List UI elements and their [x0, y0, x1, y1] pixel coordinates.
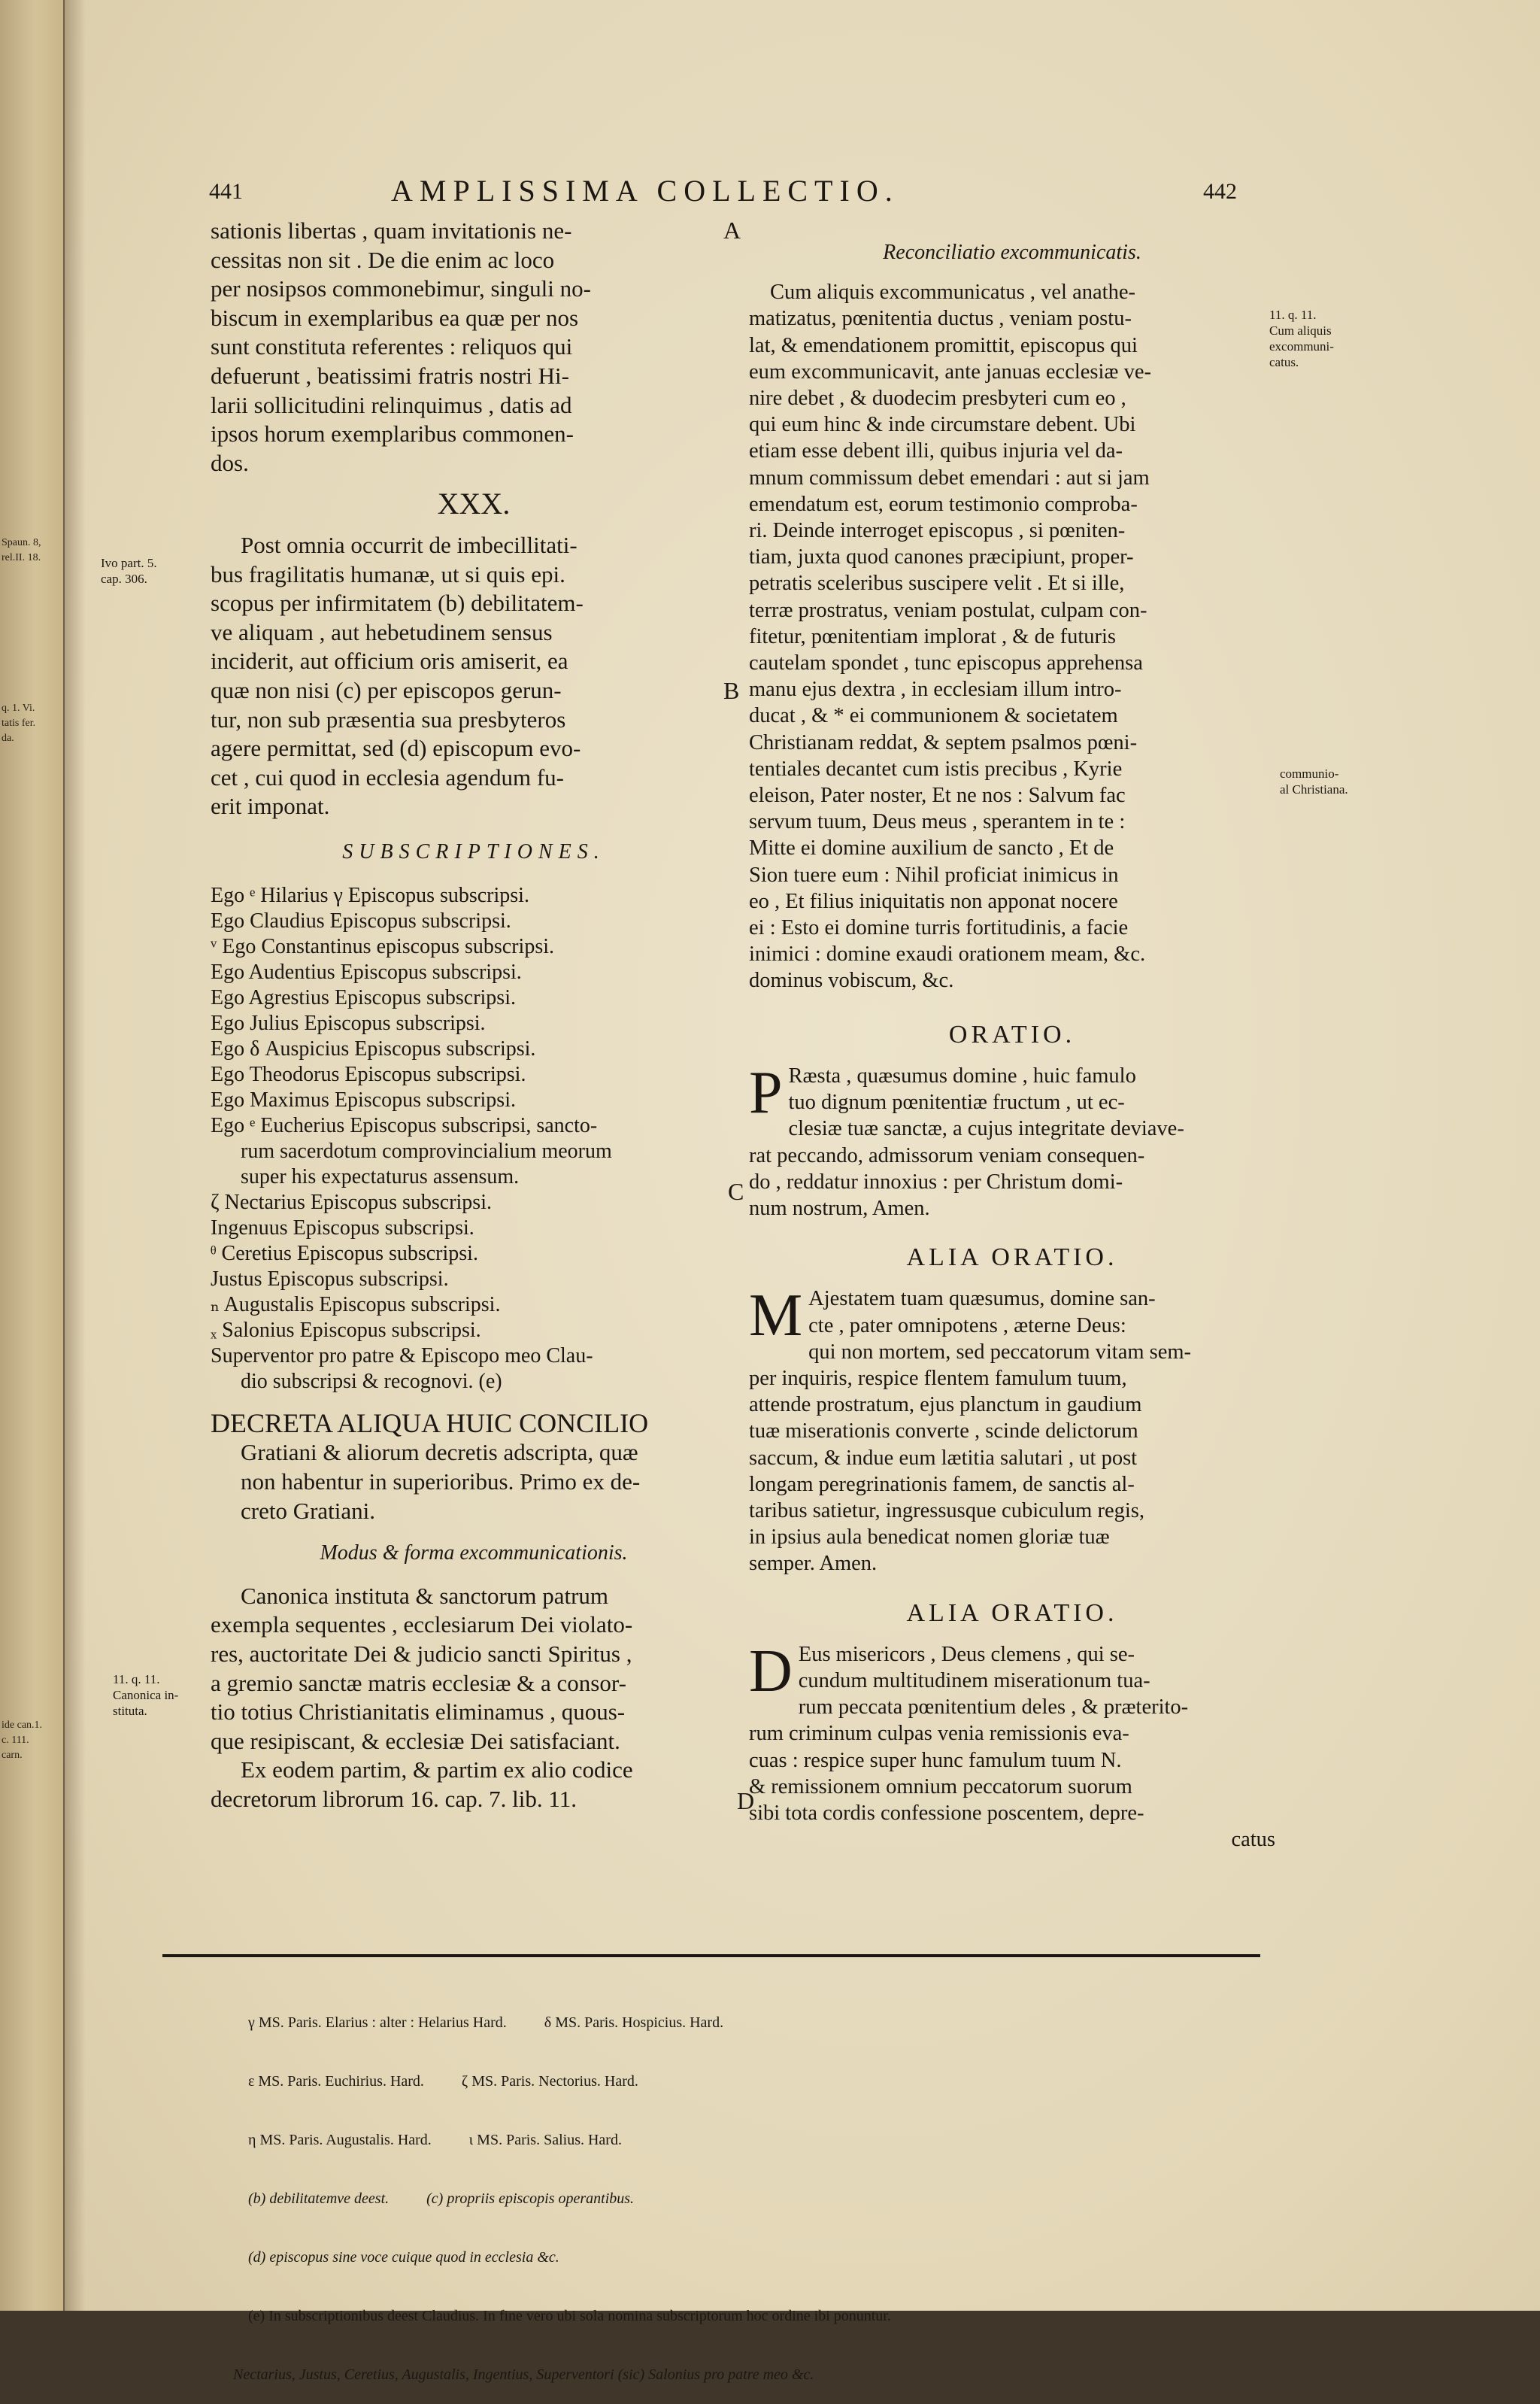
text-line: biscum in exemplaribus ea quæ per nos: [211, 304, 579, 331]
subscription-line: super his expectaturus assensum.: [241, 1165, 520, 1189]
modus-heading: Modus & forma excommunicationis.: [320, 1541, 628, 1565]
text-line: non habentur in superioribus. Primo ex de-: [241, 1468, 641, 1495]
text-line: clesiæ tuæ sanctæ, a cujus integritate deviave-: [788, 1117, 1184, 1141]
text-line: Canonica instituta & sanctorum patrum: [241, 1582, 609, 1609]
drop-cap: P: [749, 1059, 783, 1126]
text-line: num nostrum, Amen.: [749, 1196, 930, 1220]
decreta-title: DECRETA ALIQUA HUIC CONCILIO: [211, 1408, 649, 1439]
text-line: saccum, & indue eum lætitia salutari , ut post: [749, 1446, 1138, 1470]
subscription-line: Ego Agrestius Episcopus subscripsi.: [211, 986, 516, 1010]
text-line: emendatum est, eorum testimonio comproba-: [749, 492, 1138, 516]
text-line: do , reddatur innoxius : per Christum domi-: [749, 1170, 1123, 1194]
text-line: eum excommunicavit, ante januas ecclesiæ ve-: [749, 360, 1151, 384]
text-line: creto Gratiani.: [241, 1497, 376, 1524]
text-line: erit imponat.: [211, 793, 330, 820]
text-line: catus: [1231, 1828, 1275, 1852]
subscription-line: Superventor pro patre & Episcopo meo Clau-: [211, 1344, 593, 1368]
text-line: tiam, juxta quod canones præcipiunt, proper-: [749, 545, 1134, 569]
footnote-line: ε MS. Paris. Euchirius. Hard. ζ MS. Paris. Nectorius. Hard.: [248, 2073, 638, 2090]
text-line: tio totius Christianitatis eliminamus , quous-: [211, 1698, 626, 1726]
footnote-line: η MS. Paris. Augustalis. Hard. ι MS. Paris. Salius. Hard.: [248, 2132, 622, 2148]
text-line: etiam esse debent illi, quibus injuria vel da-: [749, 439, 1123, 463]
alia-oratio-heading: ALIA ORATIO.: [906, 1598, 1118, 1627]
right-margin-note: communio- al Christiana.: [1280, 766, 1348, 797]
text-line: defuerunt , beatissimi fratris nostri Hi-: [211, 362, 569, 389]
text-line: mnum commissum debet emendari : aut si jam: [749, 466, 1150, 490]
subscription-line: ₓ Salonius Episcopus subscripsi.: [211, 1319, 481, 1343]
text-line: ve aliquam , aut hebetudinem sensus: [211, 618, 553, 645]
subscription-line: Ego Maximus Episcopus subscripsi.: [211, 1088, 516, 1112]
text-line: semper. Amen.: [749, 1552, 878, 1576]
subscription-line: Ego Theodorus Episcopus subscripsi.: [211, 1063, 526, 1087]
text-line: cuas : respice super hunc famulum tuum N.: [749, 1748, 1122, 1772]
text-line: cautelam spondet , tunc episcopus apprehensa: [749, 651, 1143, 675]
text-line: sibi tota cordis confessione poscentem, depre-: [749, 1801, 1144, 1825]
footnote-line: (e) In subscriptionibus deest Claudius. In fine vero ubi sola nomina subscriptorum hoc ordine ibi ponuntur.: [248, 2308, 891, 2324]
text-line: longam peregrinationis famem, de sanctis al-: [749, 1472, 1135, 1496]
oratio-paragraph: [749, 1059, 1275, 1222]
text-line: tur, non sub præsentia sua presbyteros: [211, 706, 566, 733]
chapter-paragraph: [211, 531, 740, 821]
text-line: Cum aliquis excommunicatus , vel anathe-: [770, 281, 1135, 305]
prev-margin-note: ide can.1. c. 111. carn.: [2, 1720, 43, 1761]
text-line: lat, & emendationem promittit, episcopus qui: [749, 333, 1138, 357]
text-line: cet , cui quod in ecclesia agendum fu-: [211, 763, 564, 791]
footnotes: [233, 1974, 1256, 2404]
subscription-line: Ego Audentius Episcopus subscripsi.: [211, 961, 522, 985]
text-line: Gratiani & aliorum decretis adscripta, quæ: [241, 1439, 638, 1466]
alia-oratio-paragraph: [749, 1638, 1275, 1853]
text-line: matizatus, pœnitentia ductus , veniam postu-: [749, 307, 1132, 331]
text-line: rum criminum culpas venia remissionis eva-: [749, 1722, 1129, 1746]
text-line: rat peccando, admissorum veniam consequen-: [749, 1143, 1145, 1167]
subscription-line: Ego ᵉ Hilarius γ Episcopus subscripsi.: [211, 884, 529, 908]
text-line: ducat , & * ei communionem & societatem: [749, 704, 1118, 728]
text-line: Ræsta , quæsumus domine , huic famulo: [788, 1064, 1136, 1088]
text-line: per inquiris, respice flentem famulum tuum,: [749, 1366, 1127, 1390]
text-line: Post omnia occurrit de imbecillitati-: [241, 531, 578, 558]
footnote-line: (d) episcopus sine voce cuique quod in ecclesia &c.: [248, 2249, 559, 2266]
text-line: cessitas non sit . De die enim ac loco: [211, 246, 555, 273]
text-line: decretorum librorum 16. cap. 7. lib. 11.: [211, 1786, 577, 1812]
text-line: tuæ miserationis converte , scinde delictorum: [749, 1419, 1138, 1443]
left-margin-note: Ivo part. 5. cap. 306.: [101, 556, 157, 586]
text-line: a gremio sanctæ matris ecclesiæ & a consor-: [211, 1669, 626, 1696]
subscription-line: rum sacerdotum comprovincialium meorum: [241, 1140, 612, 1164]
right-column: [749, 239, 1275, 1853]
text-line: larii sollicitudini relinquimus , datis ad: [211, 391, 572, 418]
text-line: ri. Deinde interroget episcopus , si pœniten-: [749, 519, 1126, 543]
text-line: rum peccata pœnitentium deles , & præterito-: [798, 1695, 1189, 1720]
subscription-line: Ego Claudius Episcopus subscripsi.: [211, 909, 511, 933]
text-line: que resipiscant, & ecclesiæ Dei satisfaciant.: [211, 1727, 620, 1754]
chapter-number: XXX.: [437, 487, 511, 521]
text-line: qui non mortem, sed peccatorum vitam sem-: [808, 1340, 1192, 1364]
text-line: ei : Esto ei domine turris fortitudinis, a facie: [749, 916, 1129, 940]
text-line: manu ejus dextra , in ecclesiam illum intro-: [749, 678, 1122, 702]
subscription-line: ᶿ Ceretius Episcopus subscripsi.: [211, 1242, 478, 1266]
text-line: eo , Et filius iniquitatis non apponat nocere: [749, 889, 1118, 913]
footnote-rule: [162, 1954, 1260, 1957]
text-line: tentiales decantet cum istis precibus , Kyrie: [749, 757, 1123, 781]
text-line: eleison, Pater noster, Et ne nos : Salvum fac: [749, 784, 1126, 808]
section-letter-d: D: [737, 1787, 755, 1814]
text-line: Ajestatem tuam quæsumus, domine san-: [808, 1287, 1156, 1311]
intro-paragraph: [211, 217, 737, 478]
text-line: qui eum hinc & inde circumstare debent. Ubi: [749, 413, 1136, 437]
text-line: per nosipsos commonebimur, singuli no-: [211, 275, 591, 302]
left-column: [211, 217, 740, 1814]
text-line: cundum multitudinem miserationum tua-: [798, 1668, 1150, 1692]
subscription-line: Ego δ Auspicius Episcopus subscripsi.: [211, 1037, 536, 1061]
section-letter-b: B: [723, 677, 740, 704]
text-line: cte , pater omnipotens , æterne Deus:: [808, 1313, 1126, 1337]
subscription-line: Ego ᵉ Eucherius Episcopus subscripsi, sancto-: [211, 1114, 598, 1138]
text-line: ipsos horum exemplaribus commonen-: [211, 420, 574, 448]
text-line: inciderit, aut officium oris amiserit, ea: [211, 648, 568, 675]
prev-margin-note: Spaun. 8, rel.II. 18.: [2, 537, 41, 563]
alia-oratio-paragraph: [749, 1282, 1275, 1577]
footnote-line: γ MS. Paris. Elarius : alter : Helarius Hard. δ MS. Paris. Hospicius. Hard.: [248, 2014, 724, 2031]
text-line: res, auctoritate Dei & judicio sancti Spiritus ,: [211, 1641, 632, 1668]
drop-cap: M: [749, 1282, 803, 1349]
text-line: agere permittat, sed (d) episcopum evo-: [211, 735, 581, 762]
text-line: Ex eodem partim, & partim ex alio codice: [241, 1756, 633, 1783]
text-line: Eus misericors , Deus clemens , qui se-: [798, 1642, 1135, 1666]
reconciliatio-paragraph: [749, 279, 1275, 994]
right-margin-note: 11. q. 11. Cum aliquis excommuni- catus.: [1269, 308, 1334, 369]
subscription-line: ζ Nectarius Episcopus subscripsi.: [211, 1191, 492, 1215]
alia-oratio-heading: ALIA ORATIO.: [906, 1243, 1118, 1272]
text-line: quæ non nisi (c) per episcopos gerun-: [211, 676, 562, 703]
text-line: sunt constituta referentes : reliquos qui: [211, 333, 573, 360]
text-line: Christianam reddat, & septem psalmos pœni-: [749, 730, 1138, 754]
subscription-line: ₙ Augustalis Episcopus subscripsi.: [211, 1293, 501, 1317]
right-page-number: 442: [1203, 179, 1237, 204]
footnote-line: Nectarius, Justus, Ceretius, Augustalis, Ingentius, Superventori (sic) Salonius pro patre meo &c.: [233, 2366, 814, 2383]
text-line: fitetur, pœnitentiam implorat , & de futuris: [749, 624, 1117, 648]
text-line: dos.: [211, 449, 249, 476]
footnote-line: (b) debilitatemve deest. (c) propriis episcopis operantibus.: [248, 2190, 635, 2207]
modus-paragraph: [211, 1582, 737, 1814]
subscription-line: dio subscripsi & recognovi. (e): [241, 1370, 502, 1394]
subscriptions-heading: SUBSCRIPTIONES.: [342, 839, 605, 864]
text-line: Sion tuere eum : Nihil proficiat inimicus in: [749, 863, 1119, 887]
section-letter-a: A: [723, 217, 741, 244]
text-line: nire debet , & duodecim presbyteri cum eo ,: [749, 387, 1126, 411]
prev-margin-note: q. 1. Vi. tatis fer. da.: [2, 703, 36, 744]
text-line: in ipsius aula benedicat nomen gloriæ tuæ: [749, 1525, 1110, 1550]
text-line: sationis libertas , quam invitationis ne-: [211, 217, 572, 244]
text-line: Mitte ei domine auxilium de sancto , Et de: [749, 836, 1114, 861]
subscription-line: Justus Episcopus subscripsi.: [211, 1267, 449, 1292]
left-page-number: 441: [209, 179, 243, 204]
text-line: bus fragilitatis humanæ, ut si quis epi.: [211, 560, 565, 587]
subscription-line: Ego Julius Episcopus subscripsi.: [211, 1012, 486, 1036]
text-line: inimici : domine exaudi orationem meam, &c.: [749, 942, 1146, 967]
left-margin-note: 11. q. 11. Canonica in- stituta.: [113, 1672, 179, 1718]
text-line: servum tuum, Deus meus , sperantem in te :: [749, 810, 1126, 834]
text-line: taribus satietur, ingressusque cubiculum regis,: [749, 1498, 1144, 1522]
text-line: & remissionem omnium peccatorum suorum: [749, 1774, 1132, 1798]
section-letter-c: C: [728, 1178, 744, 1205]
reconciliatio-heading: Reconciliatio excommunicatis.: [883, 241, 1141, 264]
text-line: scopus per infirmitatem (b) debilitatem-: [211, 590, 584, 617]
previous-page-edge: [0, 0, 65, 2311]
subscription-line: Ingenuus Episcopus subscripsi.: [211, 1216, 474, 1240]
text-line: petratis sceleribus suscipere velit . Et si ille,: [749, 572, 1125, 596]
decreta-paragraph: [211, 1438, 737, 1525]
oratio-heading: ORATIO.: [948, 1020, 1076, 1049]
subscription-line: ᵛ Ego Constantinus episcopus subscripsi.: [211, 935, 554, 959]
text-line: terræ prostratus, veniam postulat, culpam con-: [749, 598, 1147, 622]
text-line: exempla sequentes , ecclesiarum Dei violato-: [211, 1611, 633, 1638]
text-line: attende prostratum, ejus planctum in gaudium: [749, 1393, 1142, 1417]
text-line: dominus vobiscum, &c.: [749, 969, 954, 993]
drop-cap: D: [749, 1638, 793, 1704]
subscriptions-list: [211, 883, 737, 1395]
text-line: tuo dignum pœnitentiæ fructum , ut ec-: [788, 1091, 1125, 1115]
running-title: AMPLISSIMA COLLECTIO.: [391, 174, 899, 208]
